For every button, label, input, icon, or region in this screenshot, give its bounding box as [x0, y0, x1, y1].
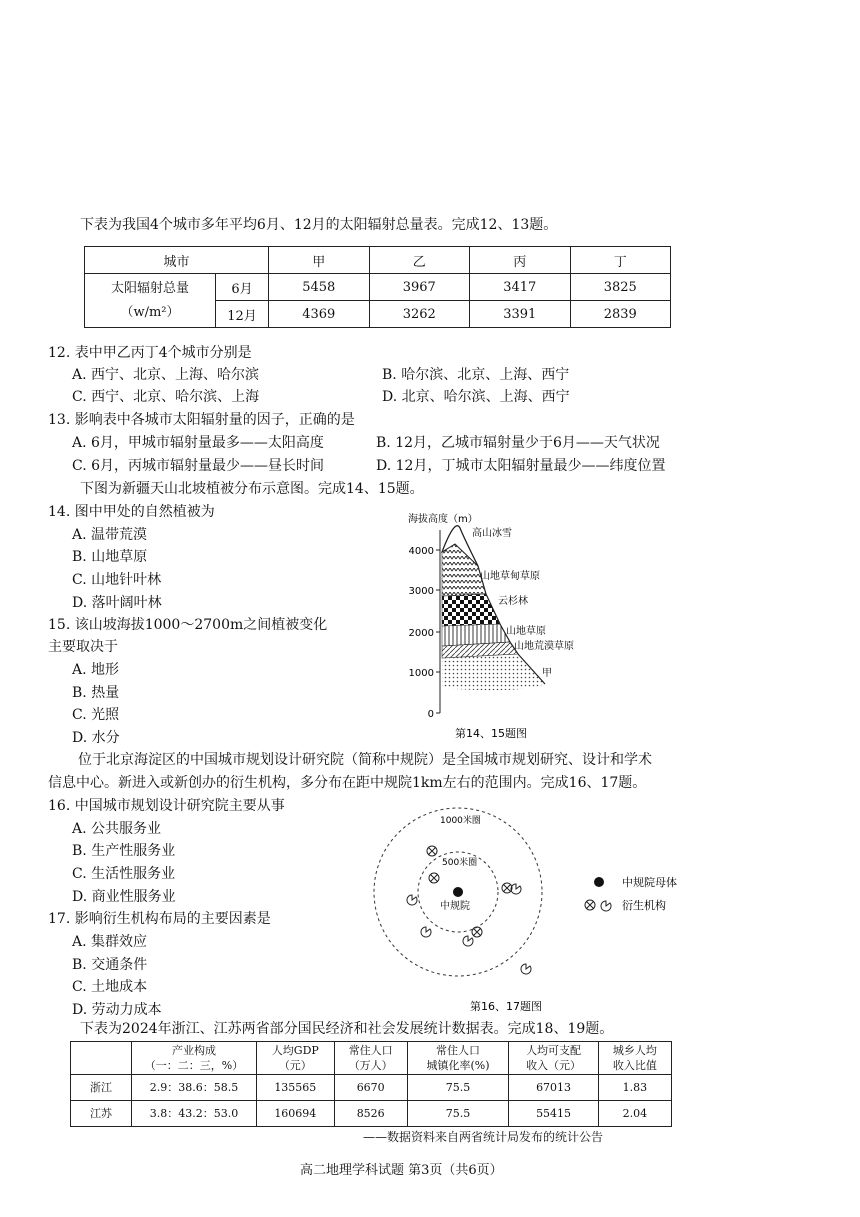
month-dec: 12月 [216, 301, 269, 328]
q12-option-d: D. 北京、哈尔滨、上海、西宁 [382, 389, 570, 405]
col-header-l2: （一：二：三，%） [144, 1059, 244, 1072]
col-header [257, 1042, 335, 1075]
zone-spruce-forest [442, 594, 500, 626]
q12-option-c: C. 西宁、北京、哈尔滨、上海 [72, 389, 260, 405]
parent-institute-dot [453, 887, 463, 897]
table-row [71, 1101, 672, 1127]
row-name: 江苏 [71, 1101, 132, 1127]
table-cell: 160694 [257, 1101, 335, 1127]
zone-label: 云杉林 [498, 596, 528, 607]
table-cell: 75.5 [407, 1075, 509, 1101]
col-header-l1: 常住人口 [436, 1044, 481, 1057]
q13-option-a: A. 6月，甲城市辐射量最多——太阳高度 [72, 435, 324, 451]
col-header-l1: 城乡人均 [612, 1044, 657, 1057]
center-label: 中规院 [440, 901, 470, 912]
table-row [71, 1075, 672, 1101]
corner-cell [71, 1042, 132, 1075]
derivative-c-marks [407, 884, 531, 974]
fig2-caption: 第16、17题图 [470, 1000, 542, 1013]
col-header [334, 1042, 407, 1075]
col-header-l2: 收入比值 [612, 1059, 657, 1072]
legend-parent-dot [594, 877, 604, 887]
row-label [85, 274, 216, 328]
col-header-l1: 人均可支配 [526, 1044, 582, 1057]
intro-12-13: 下表为我国4个城市多年平均6月、12月的太阳辐射总量表。完成12、13题。 [80, 217, 558, 233]
ring-1000m-label: 1000米圈 [440, 816, 481, 826]
zone-label: 山地草原 [506, 626, 546, 637]
q16-option-b: B. 生产性服务业 [72, 843, 176, 859]
intro-18-19: 下表为2024年浙江、江苏两省部分国民经济和社会发展统计数据表。完成18、19题。 [80, 1021, 614, 1037]
col-header [132, 1042, 257, 1075]
fig1-caption: 第14、15题图 [455, 727, 527, 740]
fig1-tick: 2000 [408, 628, 434, 639]
fig1-tick: 1000 [408, 668, 434, 679]
table-cell: 6670 [334, 1075, 407, 1101]
table-source: ——数据资料来自两省统计局发布的统计公告 [363, 1130, 604, 1144]
table-cell: 75.5 [407, 1101, 509, 1127]
intro-14-15: 下图为新疆天山北坡植被分布示意图。完成14、15题。 [80, 481, 424, 497]
zone-label-jia: 甲 [542, 668, 552, 679]
q13-stem: 13. 影响表中各城市太阳辐射量的因子，正确的是 [48, 412, 355, 428]
ring-500m-label: 500米圈 [442, 858, 478, 868]
col-header [509, 1042, 599, 1075]
table-cell: 3417 [470, 274, 571, 301]
q12-option-a: A. 西宁、北京、上海、哈尔滨 [72, 367, 260, 383]
q15-stem: 15. 该山坡海拔1000～2700m之间植被变化 [48, 617, 328, 633]
q12-option-b: B. 哈尔滨、北京、上海、西宁 [382, 367, 570, 383]
zone-label: 山地荒漠草原 [514, 641, 574, 652]
legend-derivative-icons [585, 900, 611, 911]
q15-stem-cont: 主要取决于 [48, 639, 118, 655]
q15-option-a: A. 地形 [72, 662, 120, 678]
header-city-4: 丁 [570, 247, 671, 274]
vegetation-diagram [400, 508, 600, 744]
q17-option-a: A. 集群效应 [72, 934, 148, 950]
col-header-l2: 城镇化率(%) [426, 1059, 490, 1072]
q15-option-b: B. 热量 [72, 685, 120, 701]
fig1-ylabel: 海拔高度（m） [408, 514, 478, 525]
q14-option-d: D. 落叶阔叶林 [72, 595, 162, 611]
table-cell: 5458 [269, 274, 370, 301]
zone-label: 高山冰雪 [472, 528, 512, 539]
table-cell: 3262 [369, 301, 470, 328]
table-cell: 2.04 [598, 1101, 671, 1127]
solar-radiation-table [84, 246, 671, 328]
header-city-1: 甲 [269, 247, 370, 274]
col-header-l2: 收入（元） [526, 1059, 582, 1072]
table-cell: 3.8：43.2：53.0 [132, 1101, 257, 1127]
col-header-l2: （元） [278, 1059, 312, 1072]
row-label-unit: （w/m²） [120, 304, 180, 320]
q14-option-c: C. 山地针叶林 [72, 572, 162, 588]
col-header [407, 1042, 509, 1075]
col-header-l2: （万人） [348, 1059, 393, 1072]
q16-stem: 16. 中国城市规划设计研究院主要从事 [48, 798, 285, 814]
table-cell: 67013 [509, 1075, 599, 1101]
q16-option-d: D. 商业性服务业 [72, 889, 176, 905]
row-label-text: 太阳辐射总量 [110, 280, 189, 296]
table-cell: 8526 [334, 1101, 407, 1127]
q17-option-c: C. 土地成本 [72, 979, 148, 995]
q14-option-a: A. 温带荒漠 [72, 527, 148, 543]
table-cell: 55415 [509, 1101, 599, 1127]
fig1-tick: 3000 [408, 586, 434, 597]
header-city: 城市 [85, 247, 269, 274]
table-cell: 4369 [269, 301, 370, 328]
q13-option-b: B. 12月，乙城市辐射量少于6月——天气状况 [376, 435, 660, 451]
col-header-l1: 产业构成 [172, 1044, 216, 1057]
q15-option-c: C. 光照 [72, 707, 120, 723]
table-cell: 3391 [470, 301, 571, 328]
month-jun: 6月 [216, 274, 269, 301]
table-cell: 3967 [369, 274, 470, 301]
zone-steppe [442, 624, 510, 646]
q13-option-c: C. 6月，丙城市辐射量最少——昼长时间 [72, 458, 325, 474]
col-header [598, 1042, 671, 1075]
table-cell: 1.83 [598, 1075, 671, 1101]
header-city-3: 丙 [470, 247, 571, 274]
fig1-tick: 0 [427, 709, 434, 720]
header-city-2: 乙 [369, 247, 470, 274]
economic-stats-table [70, 1041, 672, 1127]
zone-desert [442, 654, 545, 690]
q16-option-a: A. 公共服务业 [72, 821, 162, 837]
q13-option-d: D. 12月，丁城市太阳辐射量最少——纬度位置 [376, 458, 666, 474]
table-cell: 135565 [257, 1075, 335, 1101]
legend-parent-label: 中规院母体 [622, 876, 677, 889]
q14-option-b: B. 山地草原 [72, 549, 148, 565]
q12-stem: 12. 表中甲乙丙丁4个城市分别是 [48, 345, 252, 361]
col-header-l1: 人均GDP [271, 1044, 319, 1057]
col-header-l1: 常住人口 [348, 1044, 393, 1057]
table-cell: 2.9：38.6：58.5 [132, 1075, 257, 1101]
q14-stem: 14. 图中甲处的自然植被为 [48, 504, 215, 520]
q17-option-d: D. 劳动力成本 [72, 1002, 162, 1018]
q17-stem: 17. 影响衍生机构布局的主要因素是 [48, 911, 271, 927]
ring-diagram [370, 806, 710, 1016]
intro-16-17-line1: 位于北京海淀区的中国城市规划设计研究院（简称中规院）是全国城市规划研究、设计和学术 [78, 752, 652, 768]
page-footer: 高二地理学科试题 第3页（共6页） [300, 1163, 503, 1178]
q15-option-d: D. 水分 [72, 730, 120, 746]
row-name: 浙江 [71, 1075, 132, 1101]
q16-option-c: C. 生活性服务业 [72, 866, 176, 882]
zone-label: 山地草甸草原 [480, 571, 540, 582]
intro-16-17-line2: 信息中心。新进入或新创办的衍生机构，多分布在距中规院1km左右的范围内。完成16、17题。 [48, 775, 647, 791]
legend-derivative-label: 衍生机构 [622, 899, 666, 912]
table-cell: 2839 [570, 301, 671, 328]
table-cell: 3825 [570, 274, 671, 301]
fig1-tick: 4000 [408, 546, 434, 557]
q17-option-b: B. 交通条件 [72, 957, 148, 973]
